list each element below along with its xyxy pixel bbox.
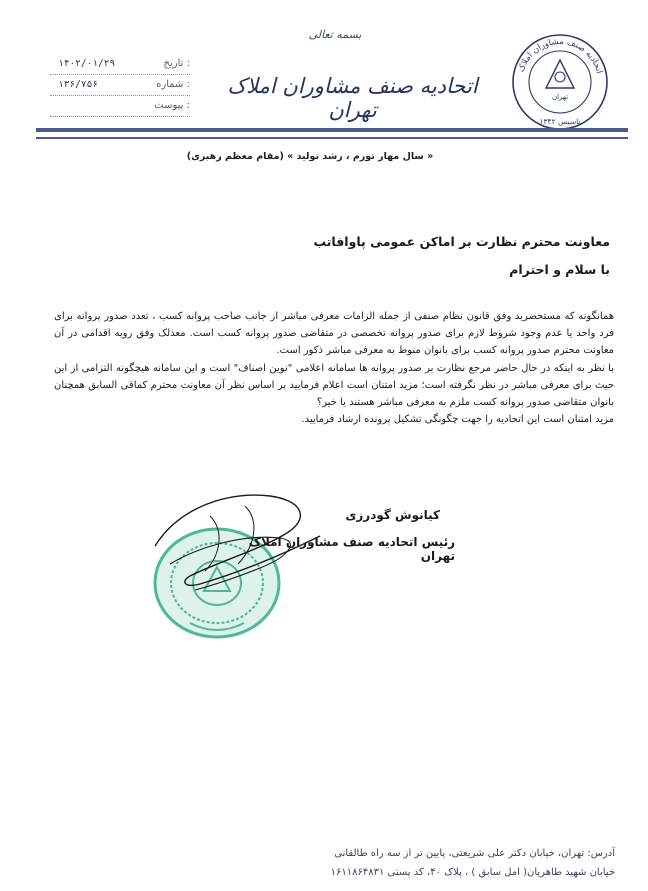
number-label: شماره : [156,79,190,90]
header-rule-thick [36,128,628,132]
attachment-label: پیوست : [154,100,190,111]
date-value: ۱۴۰۲/۰۱/۲۹ [58,58,116,69]
body-paragraph-2: با نظر به اینکه در حال حاضر مرجع نظارت بر صدور پروانه ها سامانه اعلامی "نوین اصناف" است و این سامانه هیچگونه التزامی از این حیث برای معرفی مباشر در نظر نگرفته است؛ مزید امتنان است اعلام فرمایید بر اساس نظر آن معاونت محترم کماقی السابق همچنان بانوان متقاضی صدور پروانه کسب ملزم به معرفی مباشر هستند یا خیر؟ [54,362,614,409]
date-label: تاریخ : [163,58,190,69]
footer-address-line2: خیابان شهید طاهریان( امل سابق ) ، پلاک ۴۰، کد پستی ۱۶۱۱۸۶۴۸۳۱ [330,867,615,878]
logo-founded-text: تاسیس ۱۳۴۲ [539,117,581,126]
logo-city-text: تهران [551,93,569,101]
bismillah: بسمه تعالی [308,28,362,41]
org-title: اتحادیه صنف مشاوران املاک تهران [227,74,478,122]
body-paragraph-3: مزید امتنان است این اتحادیه را جهت چگونگی تشکیل پرونده ارشاد فرمایید. [301,414,614,426]
body-paragraph-1: همانگونه که مستحضرید وفق قانون نظام صنفی از جمله الزامات معرفی مباشر از جانب صاحب پروانه کسب ، تعدد صدور پروانه برای فرد واحد یا عدم وجود شروط لازم برای صدور پروانه تخصصی در متقاضی صدور پروانه کسب است. معذلک وفق رویه اقدامی در آن معاونت محترم صدور پروانه کسب برای بانوان منوط به معرفی مباشر ذکور است. [54,311,614,357]
union-logo [510,32,610,132]
footer-address-line1: آدرس: تهران، خیابان دکتر علی شریعتی، پایین تر از سه راه طالقانی [334,848,615,859]
header-rule-thin [36,137,628,139]
triangle-icon [546,60,574,88]
svg-text:اتحادیه صنف مشاوران املاک [516,37,604,75]
year-slogan: « سال مهار تورم ، رشد تولید » (مقام معظم رهبری) [186,151,434,162]
number-value: ۱۳۶/۷۵۶ [58,79,99,90]
date-field [50,58,190,75]
greeting-line: با سلام و احترام [509,262,610,277]
number-field [50,79,190,96]
attachment-field [50,100,190,117]
signer-title: رئیس اتحادیه صنف مشاوران املاک تهران [248,535,455,563]
signer-name: کیانوش گودرزی [345,508,440,522]
logo-ring-text: اتحادیه صنف مشاوران املاک [516,36,604,75]
recipient-line: معاونت محترم نظارت بر اماکن عمومی پاوافاتب [313,234,610,249]
letter-body [54,308,614,428]
